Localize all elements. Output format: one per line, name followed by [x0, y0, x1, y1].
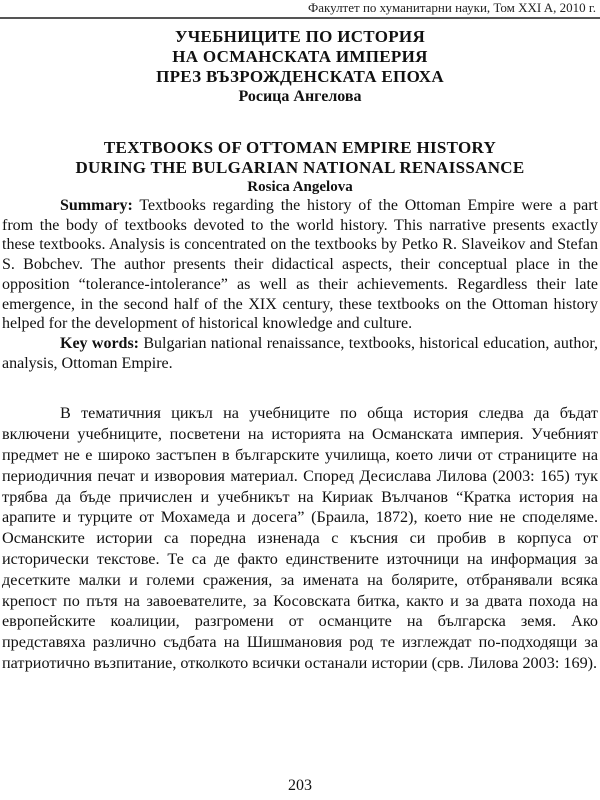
bulgarian-author: Росица Ангелова [238, 88, 362, 105]
english-author: Rosica Angelova [247, 179, 353, 195]
summary-paragraph [2, 196, 598, 334]
bulgarian-title-line: УЧЕБНИЦИТЕ ПО ИСТОРИЯ [174, 27, 426, 46]
page-content [0, 27, 600, 674]
running-title: Факултет по хуманитарни науки, Том XXI A, 2010 г. [307, 0, 596, 15]
keywords-paragraph [2, 334, 598, 373]
english-title-line: TEXTBOOKS OF OTTOMAN EMPIRE HISTORY [103, 138, 497, 157]
english-title-line: DURING THE BULGARIAN NATIONAL RENAISSANCE [75, 158, 525, 177]
keywords-label: Key words: [60, 334, 140, 352]
page-number: 203 [288, 777, 312, 794]
running-header [0, 0, 600, 19]
body-paragraph: В тематичния цикъл на учебниците по обща история следва да бъдат включени учебниците, посветени на историята на Османската империя. Учебният предмет не е широко застъпен в българските училища, което личи от страниците на периодичния печат и изворовия материал. Според Десислава Лилова (2003: 165) тук трябва да бъде причислен и учебникът на Кириак Вълчанов “Кратка история на арапите и турците от Мохамеда и досега” (Браила, 1872), което ние не споделяме. Османските истории са поредна изненада с късния си пробив в корпуса от исторически текстове. Те са де факто единствените източници на информация за десетките малки и големи сражения, за имената на болярите, отбранявали всяка крепост по пътя на завоевателите, за Косовската битка, както и за двата похода на европейските коалиции, разгромени от османците на българска земя. Ако представяха различно съдбата на Шишмановия род те изглеждат по-подходящи за патриотично възпитание, отколкото всички останали истории (срв. Лилова 2003: 169). [2, 404, 598, 672]
bulgarian-title-line: НА ОСМАНСКАТА ИМПЕРИЯ [172, 47, 428, 66]
keywords-text: Bulgarian national renaissance, textbooks, historical education, author, analysis, Ottoman Empire. [2, 334, 599, 372]
english-title-block [2, 138, 598, 196]
bulgarian-title-block [2, 27, 598, 106]
summary-label: Summary: [60, 197, 133, 214]
summary-text: Textbooks regarding the history of the Ottoman Empire were a part from the body of textbooks devoted to the world history. This narrative presents exactly these textbooks. Analysis is concentrated on the textbooks by Petko R. Slaveikov and Stefan S. Bobchev. The author presents their didactical aspects, their conceptual place in the opposition “tolerance-intolerance” as well as their achievements. Regardless their late emergence, in the second half of the XIX century, these textbooks on the Ottoman history helped for the development of historical knowledge and culture. [2, 197, 598, 333]
bulgarian-title-line: ПРЕЗ ВЪЗРОЖДЕНСКАТА ЕПОХА [156, 67, 444, 86]
